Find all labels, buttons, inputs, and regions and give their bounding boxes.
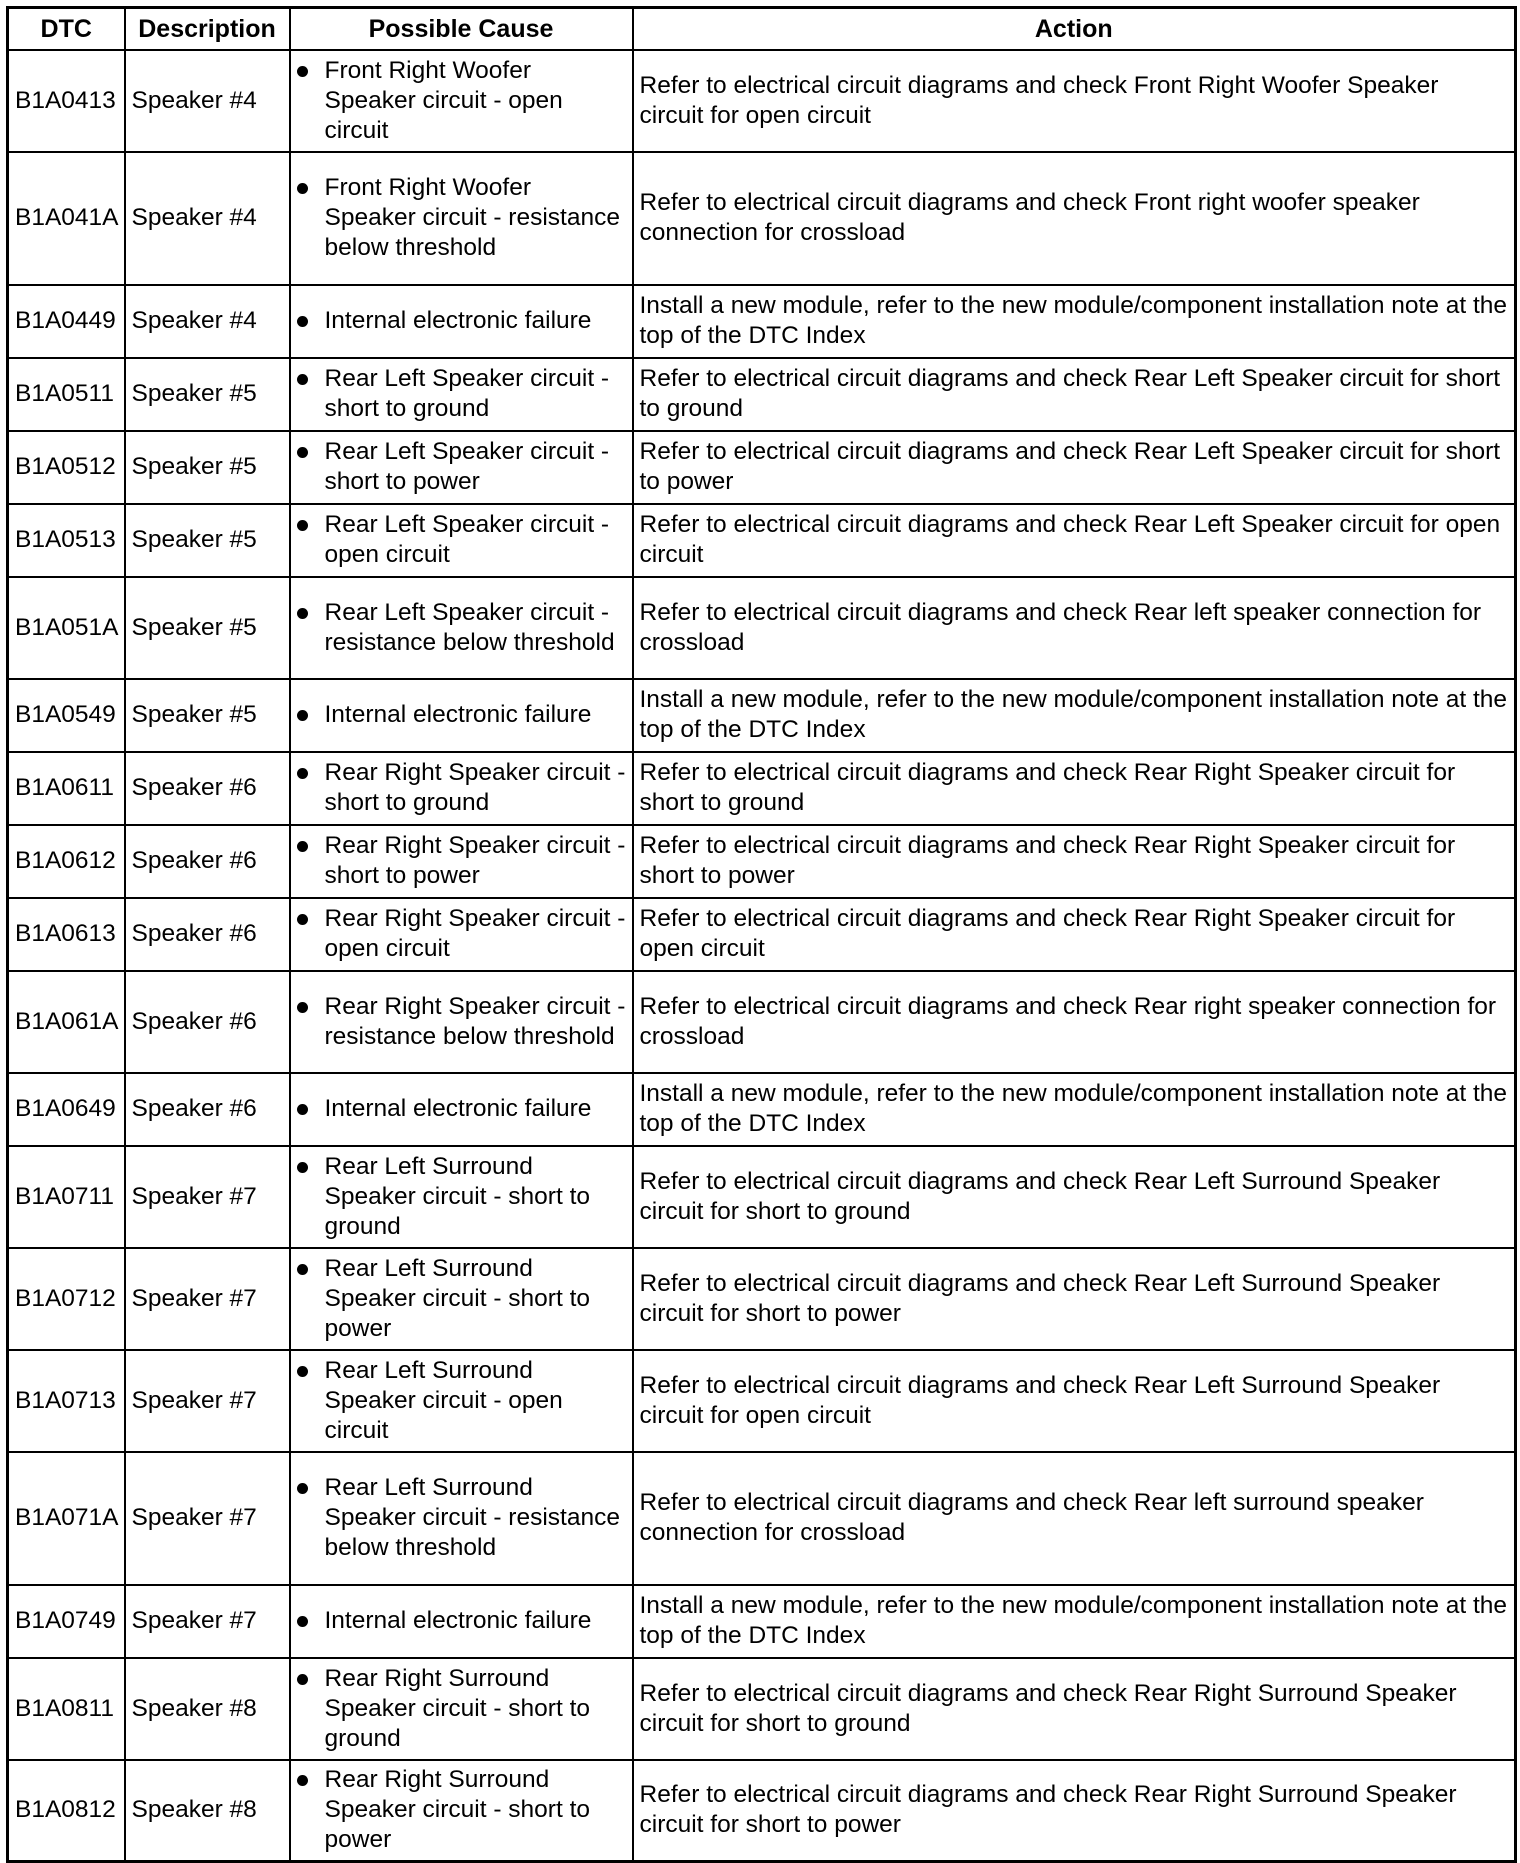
cause-bullet-item [297,437,626,497]
dtc-table [6,6,1517,1863]
possible-cause-text: Rear Right Surround Speaker circuit - short to power [324,1766,591,1854]
possible-cause-text: Internal electronic failure [324,701,592,728]
possible-cause-cell [290,971,633,1073]
table-row [8,1585,1516,1658]
action-text: Refer to electrical circuit diagrams and check Rear Left Surround Speaker circuit for open circuit [633,1350,1516,1452]
dtc-code: B1A0612 [8,825,125,898]
cause-bullet-item [297,758,626,818]
dtc-code: B1A061A [8,971,125,1073]
cause-bullet-item [297,1473,626,1563]
bullet-icon [297,768,308,779]
table-row [8,431,1516,504]
possible-cause-cell [290,898,633,971]
action-text: Install a new module, refer to the new module/component installation note at the top of the DTC Index [633,1585,1516,1658]
possible-cause-text: Rear Right Speaker circuit - resistance below threshold [324,992,626,1050]
cause-bullet-item [297,598,626,658]
action-text: Refer to electrical circuit diagrams and check Rear Right Speaker circuit for short to power [633,825,1516,898]
cause-bullet-item [297,1152,626,1242]
table-row [8,1146,1516,1248]
possible-cause-cell [290,285,633,358]
bullet-icon [297,66,308,77]
dtc-description: Speaker #7 [125,1452,290,1585]
action-text: Install a new module, refer to the new module/component installation note at the top of the DTC Index [633,679,1516,752]
dtc-code: B1A0512 [8,431,125,504]
cause-bullet-item [297,992,626,1052]
action-text: Refer to electrical circuit diagrams and check Rear Right Speaker circuit for open circuit [633,898,1516,971]
action-text: Refer to electrical circuit diagrams and check Front Right Woofer Speaker circuit for open circuit [633,50,1516,152]
possible-cause-cell [290,50,633,152]
possible-cause-text: Rear Left Surround Speaker circuit - short to power [324,1254,591,1342]
bullet-icon [297,1483,308,1494]
dtc-code: B1A0449 [8,285,125,358]
dtc-description: Speaker #4 [125,285,290,358]
header-dtc: DTC [8,8,125,50]
dtc-code: B1A0613 [8,898,125,971]
table-row [8,825,1516,898]
cause-bullet-item [297,306,626,336]
dtc-description: Speaker #7 [125,1146,290,1248]
possible-cause-text: Rear Left Surround Speaker circuit - open circuit [324,1356,563,1444]
dtc-code: B1A0713 [8,1350,125,1452]
dtc-code: B1A0513 [8,504,125,577]
possible-cause-text: Internal electronic failure [324,307,592,334]
bullet-icon [297,374,308,385]
bullet-icon [297,914,308,925]
table-row [8,1350,1516,1452]
dtc-description: Speaker #6 [125,825,290,898]
bullet-icon [297,1104,308,1115]
dtc-description: Speaker #7 [125,1350,290,1452]
cause-bullet-item [297,173,626,263]
table-row [8,971,1516,1073]
possible-cause-cell [290,1585,633,1658]
cause-bullet-item [297,1606,626,1636]
cause-bullet-item [297,56,626,146]
possible-cause-cell [290,1658,633,1760]
possible-cause-text: Internal electronic failure [324,1607,592,1634]
possible-cause-text: Rear Right Speaker circuit - short to ground [324,759,626,816]
dtc-description: Speaker #8 [125,1760,290,1862]
possible-cause-text: Rear Right Surround Speaker circuit - short to ground [324,1664,591,1752]
dtc-description: Speaker #4 [125,152,290,285]
bullet-icon [297,1366,308,1377]
action-text: Refer to electrical circuit diagrams and check Rear Left Speaker circuit for open circuit [633,504,1516,577]
possible-cause-cell [290,1073,633,1146]
possible-cause-text: Rear Right Speaker circuit - short to power [324,832,626,889]
cause-bullet-item [297,1094,626,1124]
dtc-code: B1A0611 [8,752,125,825]
cause-bullet-item [297,831,626,891]
possible-cause-cell [290,1248,633,1350]
dtc-code: B1A0812 [8,1760,125,1862]
cause-bullet-item [297,700,626,730]
dtc-code: B1A0649 [8,1073,125,1146]
possible-cause-text: Rear Left Surround Speaker circuit - short to ground [324,1152,591,1240]
table-row [8,1760,1516,1862]
dtc-code: B1A0811 [8,1658,125,1760]
possible-cause-cell [290,577,633,679]
cause-bullet-item [297,1664,626,1754]
dtc-description: Speaker #6 [125,971,290,1073]
bullet-icon [297,1002,308,1013]
table-row [8,577,1516,679]
action-text: Refer to electrical circuit diagrams and check Rear Left Surround Speaker circuit for short to power [633,1248,1516,1350]
bullet-icon [297,183,308,194]
header-description: Description [125,8,290,50]
action-text: Refer to electrical circuit diagrams and check Rear right speaker connection for crossload [633,971,1516,1073]
action-text: Refer to electrical circuit diagrams and check Front right woofer speaker connection for crossload [633,152,1516,285]
possible-cause-text: Front Right Woofer Speaker circuit - resistance below threshold [324,174,620,261]
dtc-description: Speaker #6 [125,1073,290,1146]
dtc-code: B1A0712 [8,1248,125,1350]
possible-cause-cell [290,358,633,431]
possible-cause-cell [290,431,633,504]
table-row [8,358,1516,431]
header-action: Action [633,8,1516,50]
bullet-icon [297,710,308,721]
cause-bullet-item [297,1356,626,1446]
table-row [8,752,1516,825]
action-text: Refer to electrical circuit diagrams and check Rear Left Speaker circuit for short to power [633,431,1516,504]
possible-cause-text: Rear Right Speaker circuit - open circuit [324,905,626,962]
table-row [8,679,1516,752]
action-text: Refer to electrical circuit diagrams and check Rear left speaker connection for crossload [633,577,1516,679]
possible-cause-cell [290,1350,633,1452]
possible-cause-cell [290,152,633,285]
dtc-description: Speaker #7 [125,1248,290,1350]
header-possible-cause: Possible Cause [290,8,633,50]
dtc-code: B1A0511 [8,358,125,431]
bullet-icon [297,1775,308,1786]
possible-cause-text: Front Right Woofer Speaker circuit - open circuit [324,56,563,144]
bullet-icon [297,1674,308,1685]
table-row [8,285,1516,358]
dtc-code: B1A041A [8,152,125,285]
dtc-code: B1A0711 [8,1146,125,1248]
dtc-description: Speaker #8 [125,1658,290,1760]
bullet-icon [297,520,308,531]
possible-cause-text: Rear Left Surround Speaker circuit - resistance below threshold [324,1474,620,1561]
table-row [8,1452,1516,1585]
table-row [8,504,1516,577]
action-text: Refer to electrical circuit diagrams and check Rear Right Surround Speaker circuit for short to power [633,1760,1516,1862]
possible-cause-cell [290,752,633,825]
bullet-icon [297,608,308,619]
dtc-description: Speaker #5 [125,358,290,431]
table-row [8,1073,1516,1146]
possible-cause-text: Internal electronic failure [324,1095,592,1122]
action-text: Refer to electrical circuit diagrams and check Rear Left Surround Speaker circuit for short to ground [633,1146,1516,1248]
possible-cause-text: Rear Left Speaker circuit - short to power [324,438,610,495]
table-row [8,1248,1516,1350]
table-row [8,1658,1516,1760]
bullet-icon [297,447,308,458]
possible-cause-text: Rear Left Speaker circuit - open circuit [324,511,610,568]
action-text: Refer to electrical circuit diagrams and check Rear left surround speaker connection for crossload [633,1452,1516,1585]
dtc-description: Speaker #6 [125,898,290,971]
dtc-description: Speaker #4 [125,50,290,152]
dtc-description: Speaker #5 [125,577,290,679]
dtc-description: Speaker #6 [125,752,290,825]
dtc-code: B1A0549 [8,679,125,752]
dtc-code: B1A071A [8,1452,125,1585]
bullet-icon [297,1616,308,1627]
cause-bullet-item [297,904,626,964]
dtc-description: Speaker #5 [125,431,290,504]
action-text: Refer to electrical circuit diagrams and check Rear Right Speaker circuit for short to ground [633,752,1516,825]
cause-bullet-item [297,1765,626,1855]
possible-cause-text: Rear Left Speaker circuit - resistance below threshold [324,598,615,656]
possible-cause-cell [290,1760,633,1862]
cause-bullet-item [297,510,626,570]
action-text: Refer to electrical circuit diagrams and check Rear Right Surround Speaker circuit for short to ground [633,1658,1516,1760]
action-text: Refer to electrical circuit diagrams and check Rear Left Speaker circuit for short to ground [633,358,1516,431]
table-header-row [8,8,1516,50]
cause-bullet-item [297,1254,626,1344]
cause-bullet-item [297,364,626,424]
possible-cause-cell [290,825,633,898]
possible-cause-cell [290,1452,633,1585]
bullet-icon [297,316,308,327]
table-body [8,50,1516,1862]
dtc-description: Speaker #7 [125,1585,290,1658]
action-text: Install a new module, refer to the new module/component installation note at the top of the DTC Index [633,1073,1516,1146]
table-row [8,152,1516,285]
bullet-icon [297,1162,308,1173]
possible-cause-text: Rear Left Speaker circuit - short to ground [324,365,610,422]
dtc-code: B1A051A [8,577,125,679]
dtc-description: Speaker #5 [125,504,290,577]
action-text: Install a new module, refer to the new module/component installation note at the top of the DTC Index [633,285,1516,358]
possible-cause-cell [290,1146,633,1248]
possible-cause-cell [290,504,633,577]
dtc-code: B1A0413 [8,50,125,152]
table-row [8,898,1516,971]
table-row [8,50,1516,152]
bullet-icon [297,1264,308,1275]
dtc-code: B1A0749 [8,1585,125,1658]
dtc-description: Speaker #5 [125,679,290,752]
bullet-icon [297,841,308,852]
possible-cause-cell [290,679,633,752]
